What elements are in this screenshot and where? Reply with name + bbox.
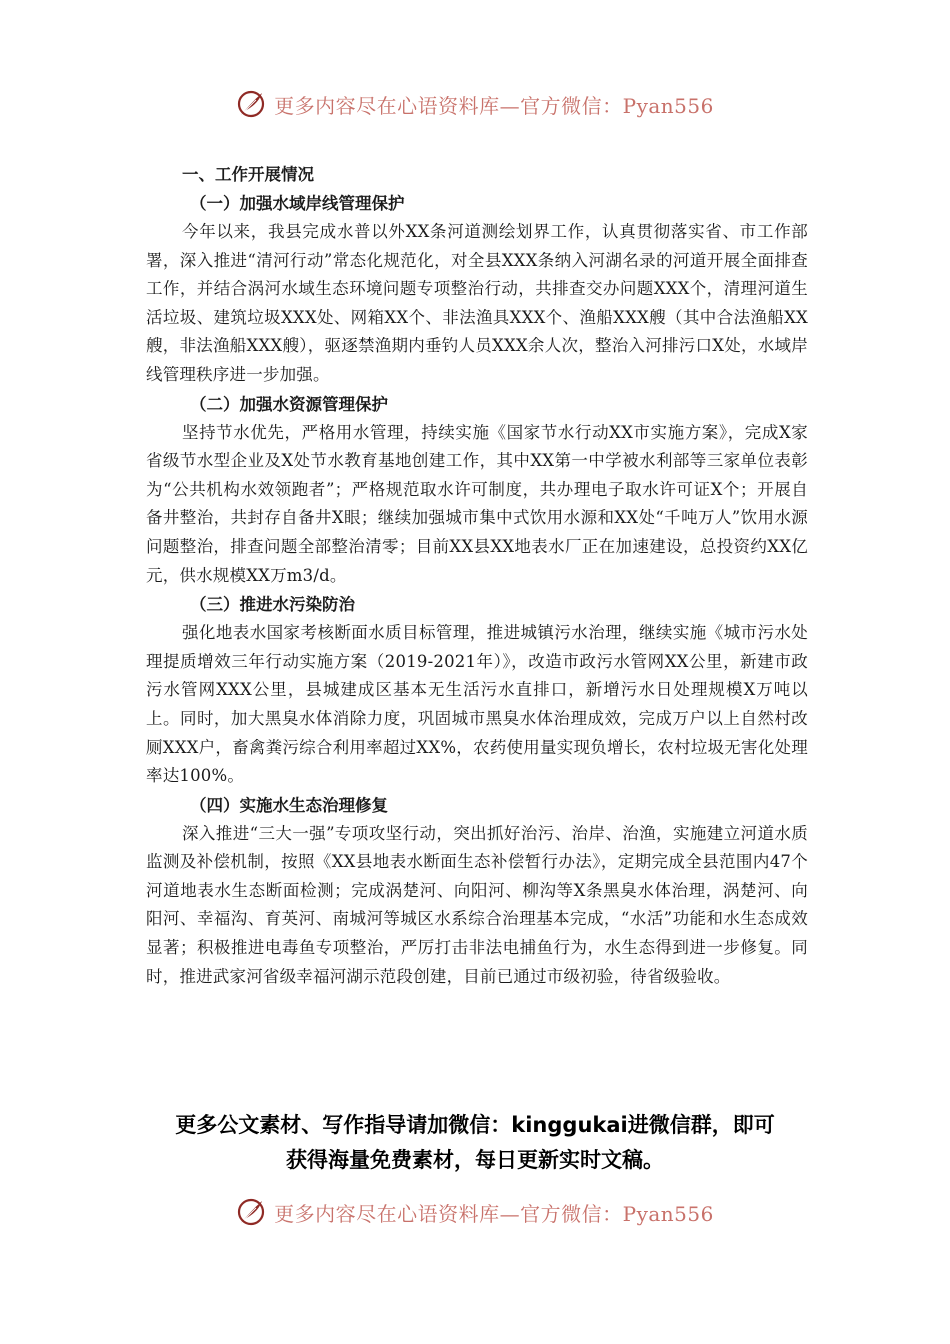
banner-text: 更多内容尽在心语资料库—官方微信：Pyan556 bbox=[274, 93, 714, 118]
footer-note bbox=[0, 1108, 950, 1178]
banner-text: 更多内容尽在心语资料库—官方微信：Pyan556 bbox=[274, 1201, 714, 1226]
subsection-heading-2: （二）加强水资源管理保护 bbox=[190, 394, 388, 414]
paragraph-3: 强化地表水国家考核断面水质目标管理，推进城镇污水治理，继续实施《城市污水处理提质增效三年行动实施方案（2019-2021年）》，改造市政污水管网XX公里，新建市政污水管网XXX公里，县城建成区基本无生活污水直排口，新增污水日处理规模X万吨以上。同时，加大黑臭水体消除力度，巩固城市黑臭水体治理成效，完成万户以上自然村改厕XXX户，畜禽粪污综合利用率超过XX%，农药使用量实现负增长，农村垃圾无害化处理率达100%。 bbox=[146, 623, 808, 786]
feather-pen-logo-icon bbox=[236, 89, 266, 119]
subsection-heading-4: （四）实施水生态治理修复 bbox=[190, 795, 388, 815]
bottom-banner bbox=[0, 1192, 950, 1232]
paragraph-4: 深入推进“三大一强”专项攻坚行动，突出抓好治污、治岸、治渔，实施建立河道水质监测及补偿机制，按照《XX县地表水断面生态补偿暂行办法》，定期完成全县范围内47个河道地表水生态断面检测；完成涡楚河、向阳河、柳沟等X条黑臭水体治理，涡楚河、向阳河、幸福沟、育英河、南城河等城区水系综合治理基本完成，“水活”功能和水生态成效显著；积极推进电毒鱼专项整治，严厉打击非法电捕鱼行为，水生态得到进一步修复。同时，推进武家河省级幸福河湖示范段创建，目前已通过市级初验，待省级验收。 bbox=[146, 823, 808, 986]
footer-line-2: 获得海量免费素材，每日更新实时文稿。 bbox=[286, 1148, 664, 1172]
footer-line-1: 更多公文素材、写作指导请加微信：kinggukai进微信群，即可 bbox=[175, 1113, 775, 1137]
paragraph-2: 坚持节水优先，严格用水管理，持续实施《国家节水行动XX市实施方案》，完成X家省级节水型企业及X处节水教育基地创建工作，其中XX第一中学被水利部等三家单位表彰为“公共机构水效领跑者”；严格规范取水许可制度，共办理电子取水许可证X个；开展自备井整治，共封存自备井X眼；继续加强城市集中式饮用水源和XX处“千吨万人”饮用水源问题整治，排查问题全部整治清零；目前XX县XX地表水厂正在加速建设，总投资约XX亿元，供水规模XX万m3/d。 bbox=[146, 422, 808, 585]
section-heading: 一、工作开展情况 bbox=[182, 165, 314, 184]
subsection-heading-3: （三）推进水污染防治 bbox=[190, 595, 355, 615]
feather-pen-logo-icon bbox=[236, 1197, 266, 1227]
document-body bbox=[146, 160, 808, 991]
paragraph-1: 今年以来，我县完成水普以外XX条河道测绘划界工作，认真贯彻落实省、市工作部署，深入推进“清河行动”常态化规范化，对全县XXX条纳入河湖名录的河道开展全面排查工作，并结合涡河水域生态环境问题专项整治行动，共排查交办问题XXX个，清理河道生活垃圾、建筑垃圾XXX处、网箱XX个、非法渔具XXX个、渔船XXX艘（其中合法渔船XX艘，非法渔船XXX艘），驱逐禁渔期内垂钓人员XXX余人次，整治入河排污口X处，水域岸线管理秩序进一步加强。 bbox=[146, 222, 808, 384]
subsection-heading-1: （一）加强水域岸线管理保护 bbox=[190, 194, 405, 213]
top-banner bbox=[0, 84, 950, 124]
